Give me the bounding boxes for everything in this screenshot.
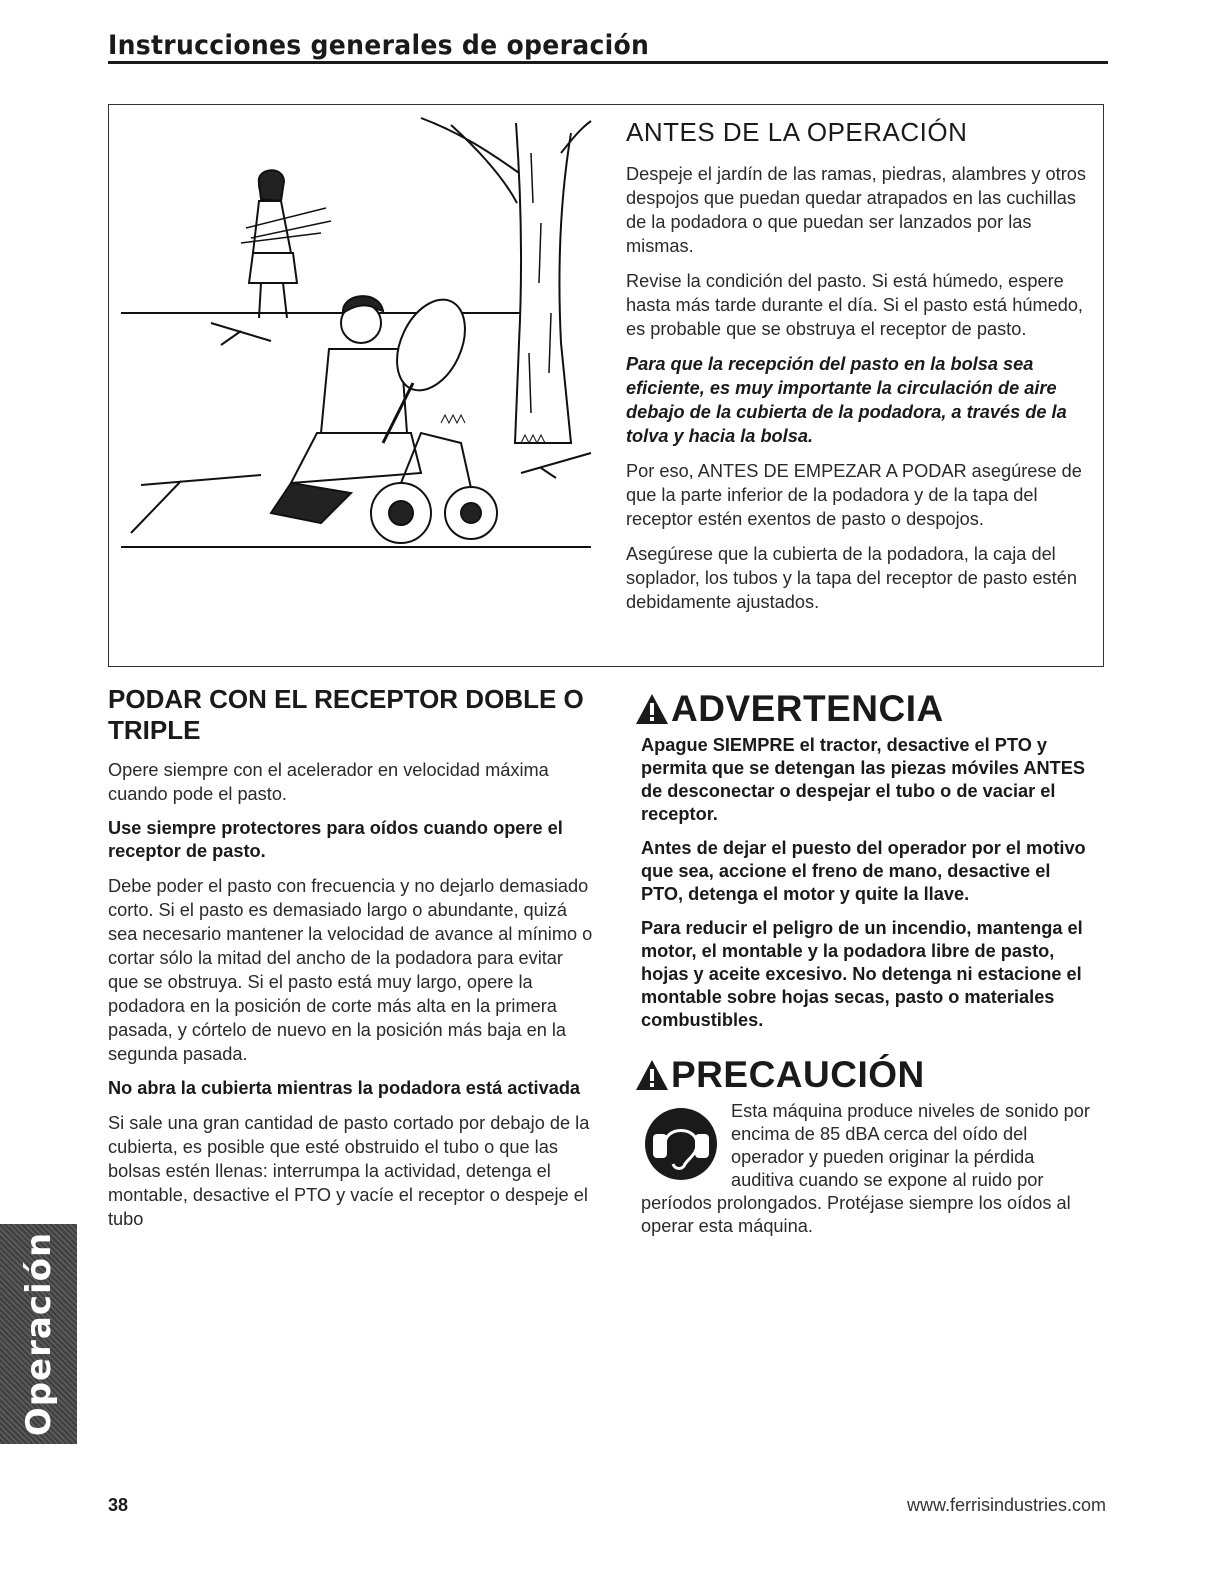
yard-cleanup-illustration	[121, 113, 601, 563]
ear-protection-icon	[641, 1104, 721, 1184]
advertencia-paragraph-3: Para reducir el peligro de un incendio, mantenga el motor, el montable y la podadora libre de pasto, hojas y aceite excesivo. No detenga ni estacione el montable sobre hojas secas, pasto o materiales combustibles.	[641, 918, 1083, 1030]
precaucion-body	[641, 1100, 1096, 1238]
page-number: 38	[108, 1495, 129, 1515]
podar-paragraph-5: Si sale una gran cantidad de pasto cortado por debajo de la cubierta, es posible que esté obstruido el tubo o que las bolsas estén llenas: interrumpa la actividad, detenga el montable, desactive el PTO y vacíe el receptor o despeje el tubo	[108, 1113, 590, 1229]
side-tab-label: Operación	[18, 1231, 59, 1437]
podar-section	[108, 684, 598, 1242]
podar-paragraph-1: Opere siempre con el acelerador en velocidad máxima cuando pode el pasto.	[108, 760, 549, 804]
page-title	[108, 30, 1108, 70]
antes-box	[108, 104, 1104, 667]
title-rule	[108, 61, 1108, 64]
caution-triangle-icon	[635, 1059, 669, 1091]
podar-paragraph-4: No abra la cubierta mientras la podadora está activada	[108, 1078, 581, 1098]
advertencia-title: ADVERTENCIA	[671, 688, 944, 729]
precaucion-section	[641, 1054, 1096, 1238]
safety-column	[641, 688, 1096, 1238]
podar-paragraph-2: Use siempre protectores para oídos cuando opere el receptor de pasto.	[108, 818, 563, 861]
antes-paragraph-4: Por eso, ANTES DE EMPEZAR A PODAR asegúrese de que la parte inferior de la podadora y de la tapa del receptor estén exentos de pasto o despojos.	[626, 461, 1082, 529]
website-url: www.ferrisindustries.com	[906, 1495, 1106, 1515]
antes-section	[626, 117, 1096, 625]
antes-paragraph-5: Asegúrese que la cubierta de la podadora, la caja del soplador, los tubos y la tapa del receptor de pasto estén debidamente ajustados.	[626, 544, 1077, 612]
antes-paragraph-3: Para que la recepción del pasto en la bolsa sea eficiente, es muy importante la circulación de aire debajo de la cubierta de la podadora, a través de la tolva y hacia la bolsa.	[626, 354, 1067, 446]
precaucion-paragraph: Esta máquina produce niveles de sonido por encima de 85 dBA cerca del oído del operador y pueden originar la pérdida auditiva cuando se expone al ruido por períodos prolongados. Protéjase siempre los oídos al operar esta máquina.	[641, 1101, 1090, 1236]
title-text: Instrucciones generales de operación	[108, 30, 655, 61]
advertencia-paragraph-1: Apague SIEMPRE el tractor, desactive el PTO y permita que se detengan las piezas móviles ANTES de desconectar o despejar el tubo o de vaciar el receptor.	[641, 735, 1086, 824]
warning-triangle-icon	[635, 693, 669, 725]
advertencia-heading	[635, 688, 1096, 730]
section-side-tab	[0, 1224, 77, 1444]
antes-paragraph-1: Despeje el jardín de las ramas, piedras, alambres y otros despojos que puedan quedar atrapados en las cuchillas de la podadora o que puedan ser lanzados por las mismas.	[626, 164, 1086, 256]
podar-paragraph-3: Debe poder el pasto con frecuencia y no dejarlo demasiado corto. Si el pasto es demasiado largo o abundante, quizá sea necesario mantener la velocidad de avance al mínimo o cortar sólo la mitad del ancho de la podadora para evitar que se obstruya. Si el pasto está muy largo, opere la podadora en la posición de corte más alta en la primera pasada, y córtelo de nuevo en la posición más baja en la segunda pasada.	[108, 876, 593, 1064]
precaucion-title: PRECAUCIÓN	[671, 1054, 925, 1095]
podar-title: PODAR CON EL RECEPTOR DOBLE O TRIPLE	[108, 684, 584, 745]
advertencia-paragraph-2: Antes de dejar el puesto del operador por el motivo que sea, accione el freno de mano, desactive el PTO, detenga el motor y quite la llave.	[641, 838, 1086, 904]
precaucion-heading	[635, 1054, 1096, 1096]
antes-paragraph-2: Revise la condición del pasto. Si está húmedo, espere hasta más tarde durante el día. Si el pasto está húmedo, es probable que se obstruya el receptor de pasto.	[626, 271, 1083, 339]
antes-title: ANTES DE LA OPERACIÓN	[626, 117, 968, 147]
